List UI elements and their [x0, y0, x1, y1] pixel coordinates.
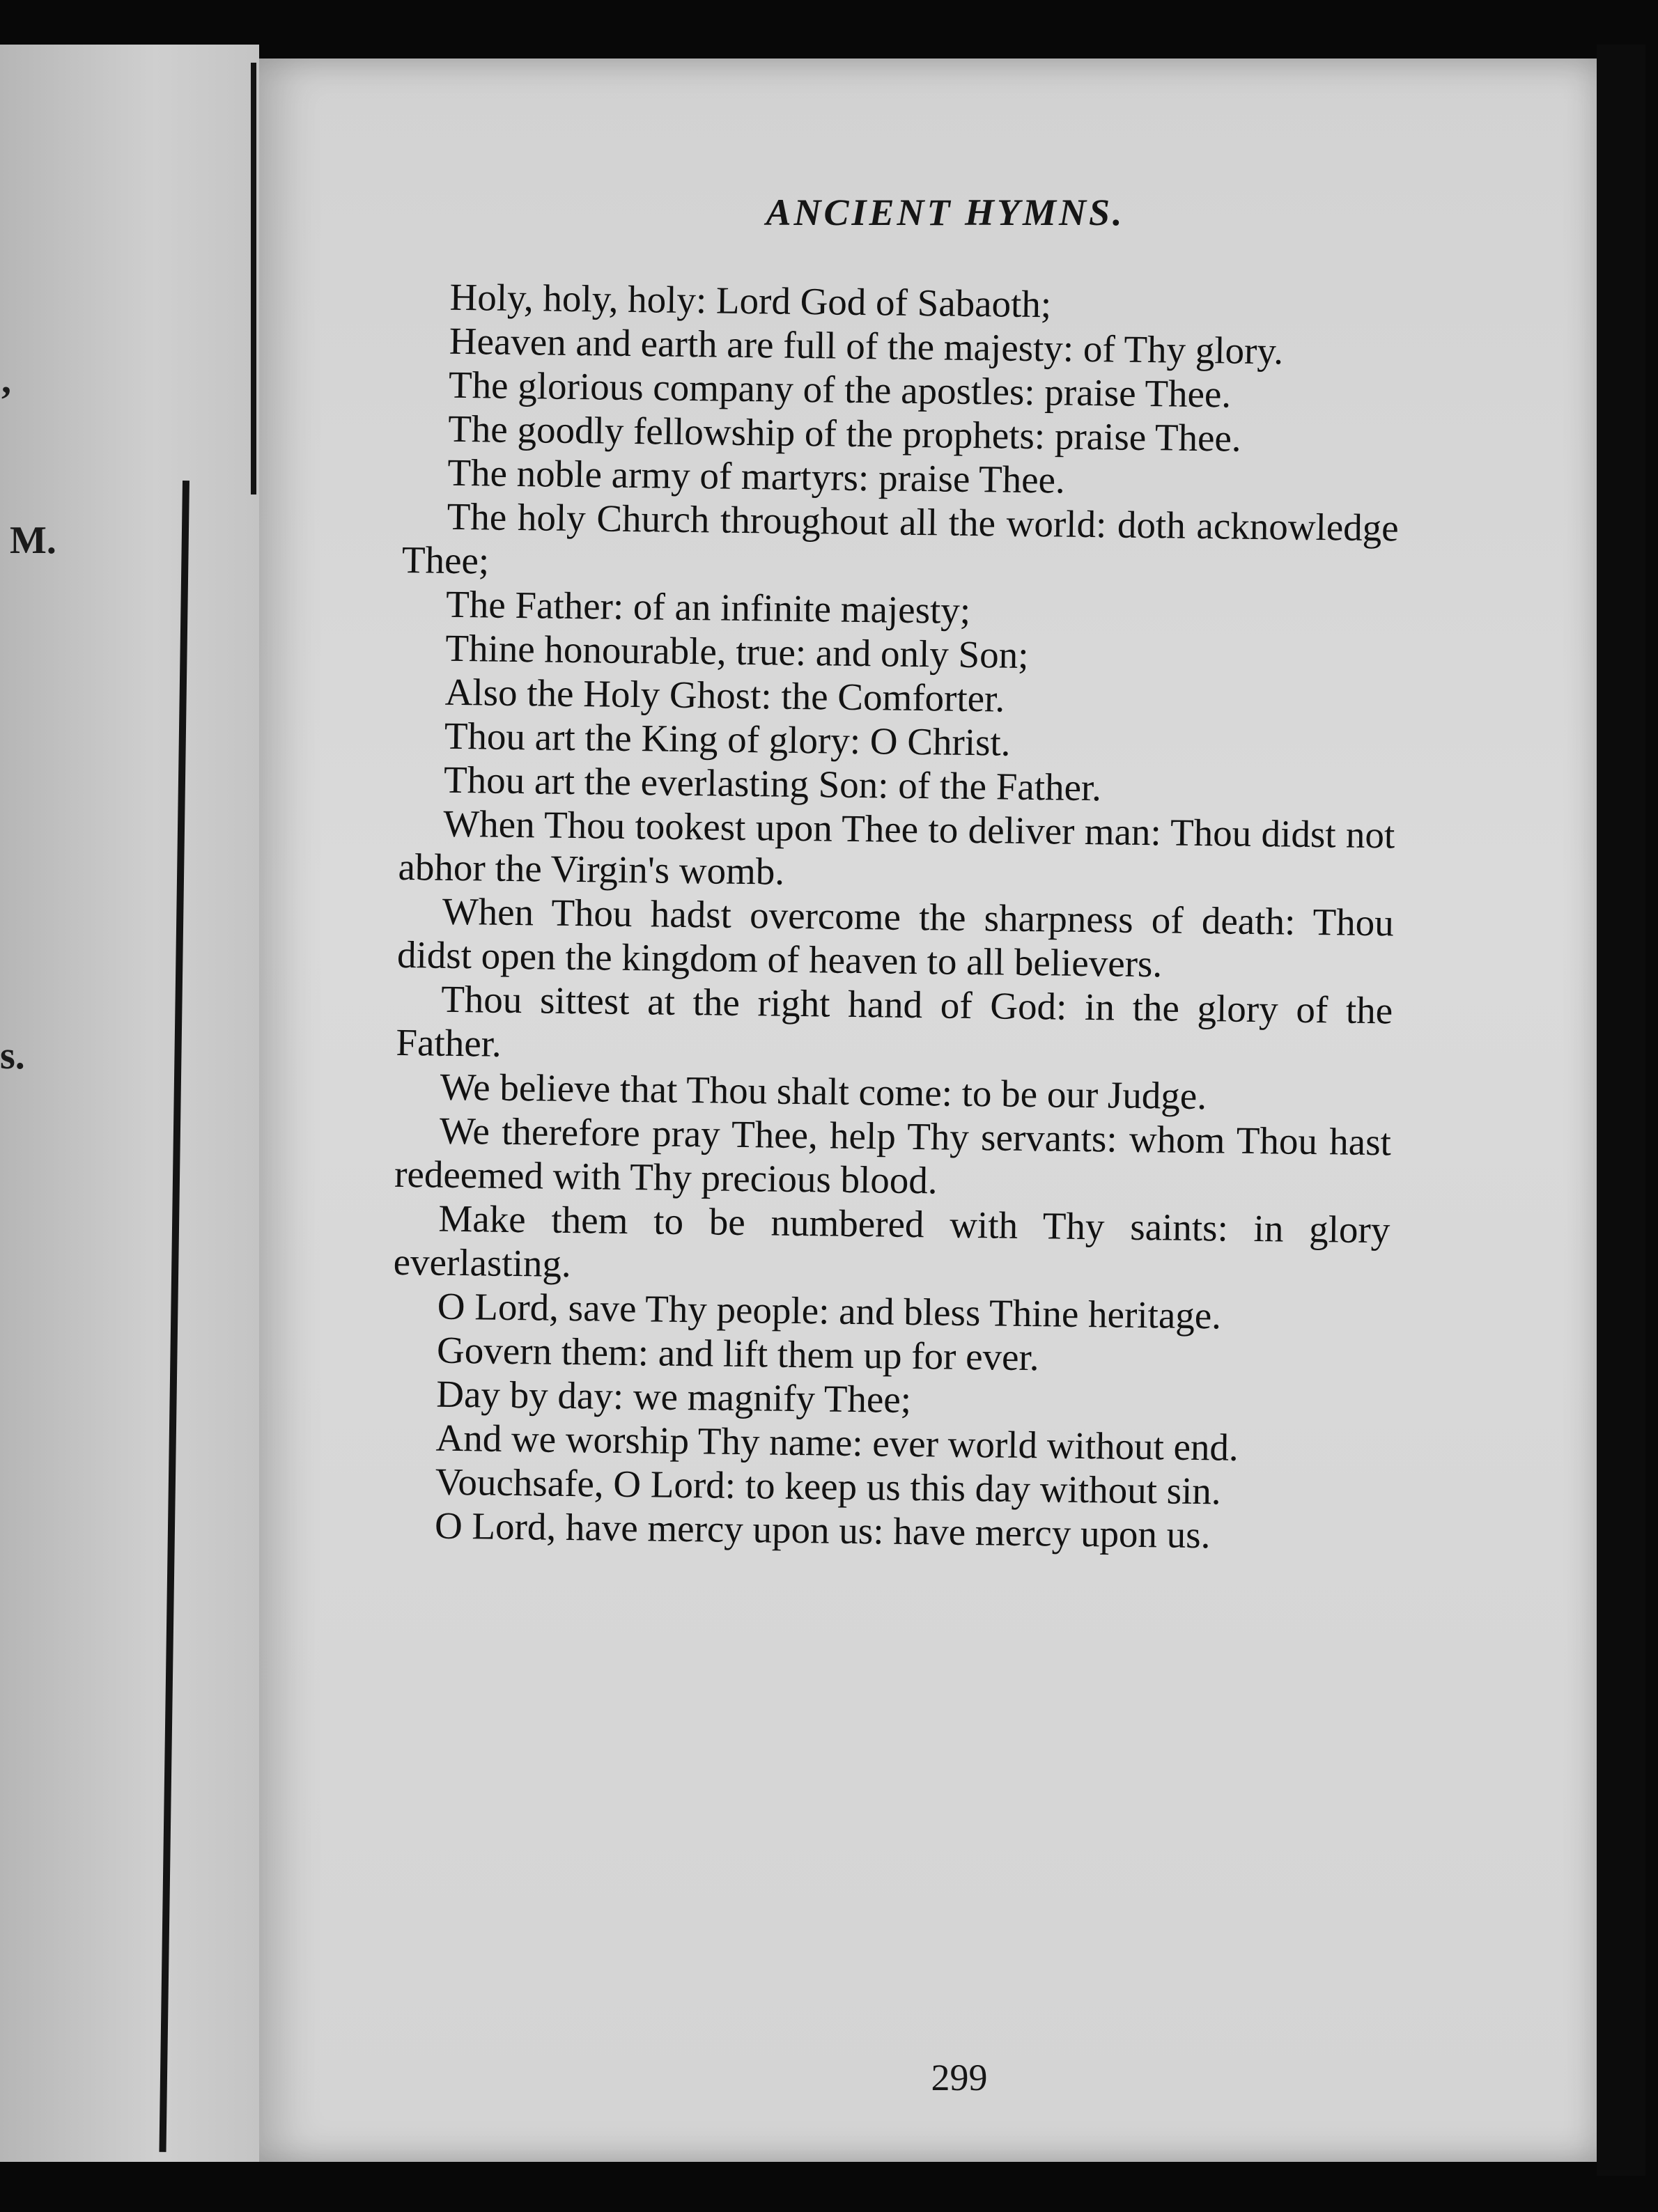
verse-line: Holy, holy, holy: Lord God of Sabaoth;: [449, 275, 1052, 326]
book-page-right: [259, 59, 1604, 2162]
page-number: 299: [931, 2057, 988, 2098]
verse-line: O Lord, have mercy upon us: have mercy upon us.: [434, 1504, 1211, 1557]
left-page-fragment: ,: [1, 359, 11, 402]
verse-line: When Thou tookest upon Thee to deliver man: Thou didst not abhor the Virgin's womb.: [398, 802, 1395, 893]
verse-line: The goodly fellowship of the prophets: praise Thee.: [447, 407, 1242, 460]
verse-line: And we worship Thy name: ever world without end.: [435, 1416, 1239, 1469]
verse-line: Govern them: and lift them up for ever.: [436, 1328, 1039, 1379]
verse-line: The Father: of an infinite majesty;: [445, 582, 971, 632]
verse-line: Thine honourable, true: and only Son;: [445, 626, 1029, 676]
verse-line: Vouchsafe, O Lord: to keep us this day without sin.: [435, 1460, 1222, 1513]
hymn-text: [390, 274, 1402, 1559]
facing-page-left: [0, 45, 259, 2162]
verse-line: When Thou hadst overcome the sharpness of death: Thou didst open the kingdom of heaven to all believers.: [396, 889, 1395, 986]
verse-line: Day by day: we magnify Thee;: [435, 1372, 912, 1421]
verse-line: The glorious company of the apostles: praise Thee.: [448, 363, 1232, 416]
verse-line: Also the Holy Ghost: the Comforter.: [444, 670, 1005, 720]
left-page-fragment: M.: [10, 519, 56, 562]
verse-line: Thou art the everlasting Son: of the Father.: [443, 758, 1102, 809]
left-page-fragment: s.: [0, 1034, 25, 1077]
running-head: ANCIENT HYMNS.: [766, 192, 1125, 233]
verse-line: O Lord, save Thy people: and bless Thine heritage.: [437, 1284, 1222, 1337]
binding-gutter-upper: [251, 63, 256, 494]
verse-line: We therefore pray Thee, help Thy servants: whom Thou hast redeemed with Thy precious blood.: [394, 1109, 1392, 1202]
verse-line: Heaven and earth are full of the majesty: of Thy glory.: [449, 319, 1284, 373]
verse-line: The noble army of martyrs: praise Thee.: [447, 451, 1066, 501]
verse-line: Thou art the King of glory: O Christ.: [444, 714, 1011, 764]
verse-line: Thou sittest at the right hand of God: in the glory of the Father.: [396, 977, 1393, 1065]
verse-line: Make them to be numbered with Thy saints: in glory everlasting.: [393, 1197, 1390, 1286]
verse-line: We believe that Thou shalt come: to be our Judge.: [440, 1065, 1207, 1118]
verse-line: The holy Church throughout all the world: doth acknowledge Thee;: [401, 494, 1400, 582]
